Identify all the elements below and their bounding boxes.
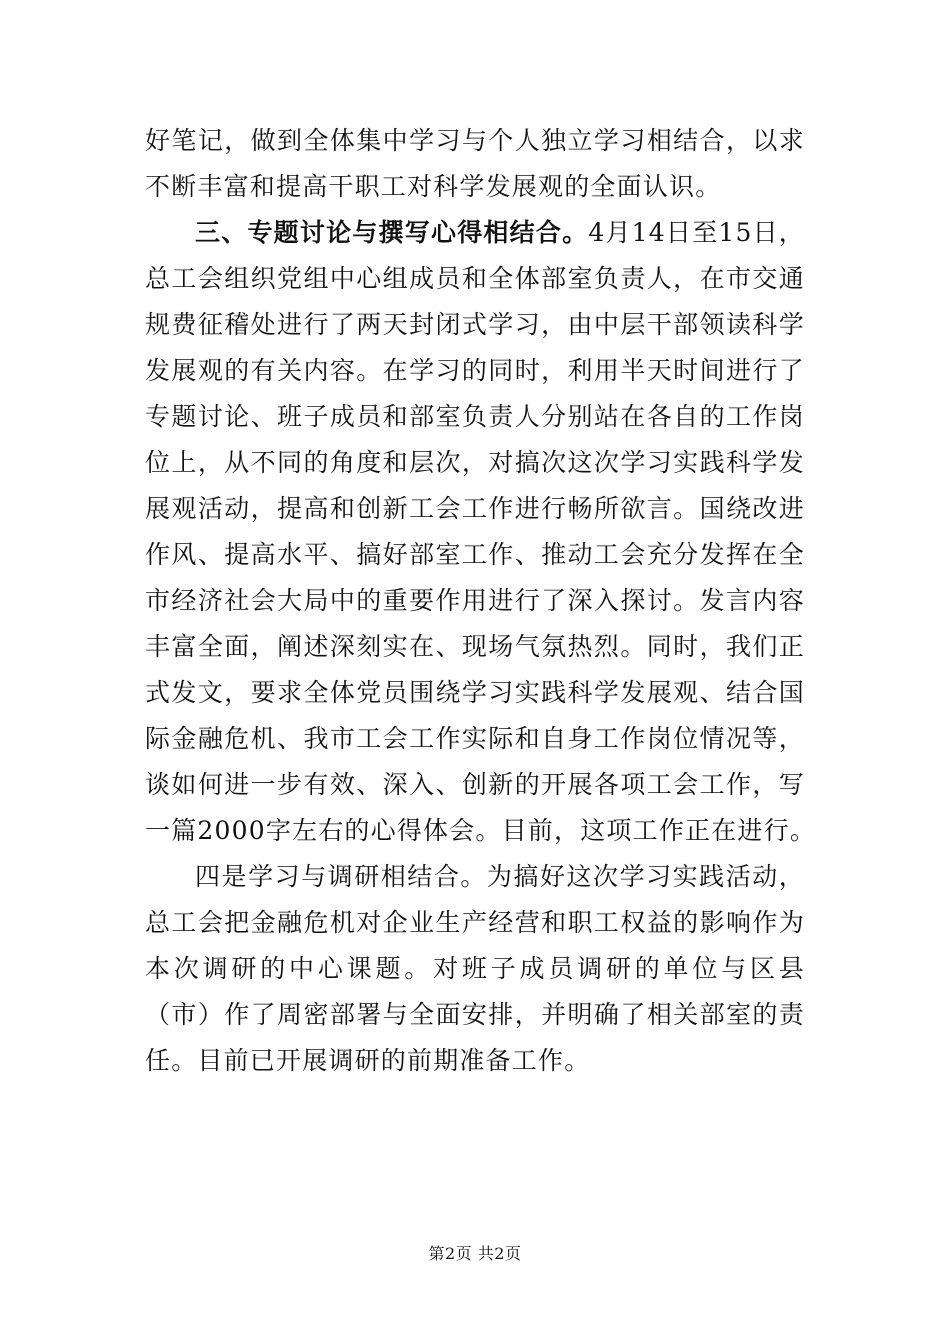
- text-line: 不断丰富和提高干职工对科学发展观的全面认识。: [145, 172, 722, 201]
- text-line: 式发文，要求全体党员围绕学习实践科学发展观、结合国: [145, 678, 805, 707]
- text-line: 作风、提高水平、搞好部室工作、推动工会充分发挥在全: [145, 540, 805, 569]
- text-line: 位上，从不同的角度和层次，对搞次这次学习实践科学发: [145, 448, 805, 477]
- text-line: （市）作了周密部署与全面安排，并明确了相关部室的责: [145, 1000, 805, 1029]
- text-line: 任。目前已开展调研的前期准备工作。: [145, 1046, 591, 1075]
- text-line: 好笔记，做到全体集中学习与个人独立学习相结合，以求: [145, 126, 805, 155]
- section-heading-line: [145, 210, 805, 256]
- text-line: 丰富全面，阐述深刻实在、现场气氛热烈。同时，我们正: [145, 632, 805, 661]
- text-line: 专题讨论、班子成员和部室负责人分别站在各自的工作岗: [145, 402, 805, 431]
- text-line: 规费征稽处进行了两天封闭式学习，由中层干部领读科学: [145, 310, 805, 339]
- text-line: 谈如何进一步有效、深入、创新的开展各项工会工作，写: [145, 770, 805, 799]
- text-line: 总工会组织党组中心组成员和全体部室负责人，在市交通: [145, 264, 805, 293]
- text-line: 一篇2000字左右的心得体会。目前，这项工作正在进行。: [145, 816, 817, 845]
- text-line: 际金融危机、我市工会工作实际和自身工作岗位情况等，: [145, 724, 805, 753]
- text-line: 市经济社会大局中的重要作用进行了深入探讨。发言内容: [145, 586, 805, 615]
- section-heading: 三、专题讨论与撰写心得相结合。: [195, 218, 589, 247]
- text-line: 本次调研的中心课题。对班子成员调研的单位与区县: [145, 954, 805, 983]
- heading-continuation: 4月14日至15日，: [588, 218, 805, 247]
- paragraph-start-line: 四是学习与调研相结合。为搞好这次学习实践活动，: [195, 862, 805, 891]
- document-body: [145, 118, 817, 1084]
- text-line: 展观活动，提高和创新工会工作进行畅所欲言。国绕改进: [145, 494, 805, 523]
- text-line: 发展观的有关内容。在学习的同时，利用半天时间进行了: [145, 356, 805, 385]
- text-line: 总工会把金融危机对企业生产经营和职工权益的影响作为: [145, 908, 805, 937]
- page-footer: 第2页 共2页: [428, 1244, 522, 1263]
